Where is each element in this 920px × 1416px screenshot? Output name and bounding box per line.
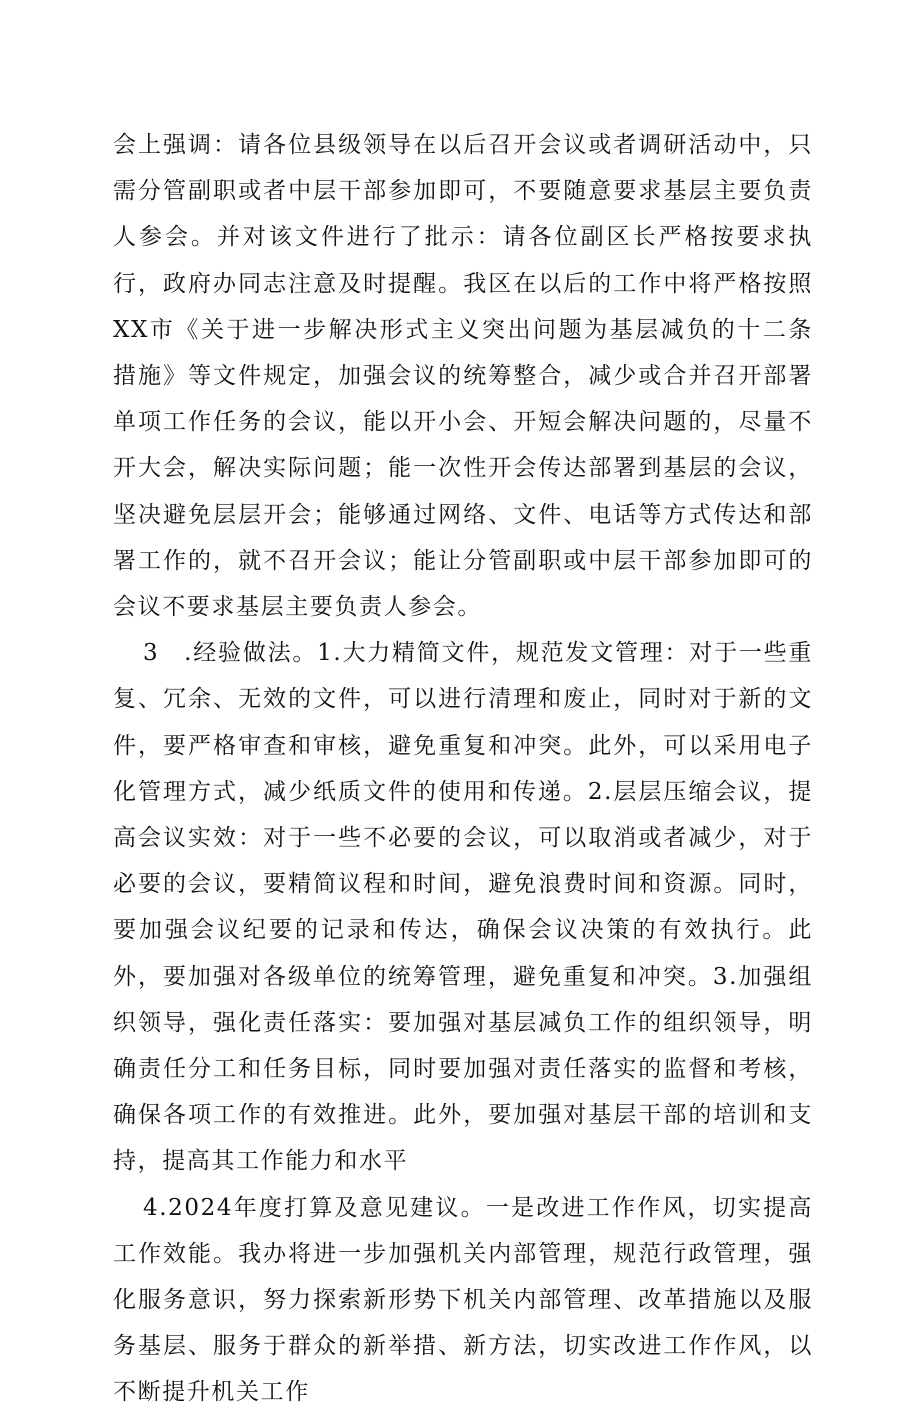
paragraph-experience-practices: 3 .经验做法。1.大力精简文件，规范发文管理：对于一些重复、冗余、无效的文件，可以进行清理和废止，同时对于新的文件，要严格审查和审核，避免重复和冲突。此外，可以采用电子化管理方式，减少纸质文件的使用和传递。2.层层压缩会议，提高会议实效：对于一些不必要的会议，可以取消或者减少，对于必要的会议，要精简议程和时间，避免浪费时间和资源。同时，要加强会议纪要的记录和传达，确保会议决策的有效执行。此外，要加强对各级单位的统筹管理，避免重复和冲突。3.加强组织领导，强化责任落实：要加强对基层减负工作的组织领导，明确责任分工和任务目标，同时要加强对责任落实的监督和考核，确保各项工作的有效推进。此外，要加强对基层干部的培训和支持，提高其工作能力和水平 xyxy=(113,640,813,1175)
document-page xyxy=(113,122,813,1416)
paragraph-2024-plans: 4.2024年度打算及意见建议。一是改进工作作风，切实提高工作效能。我办将进一步加强机关内部管理，规范行政管理，强化服务意识，努力探索新形势下机关内部管理、改革措施以及服务基层、服务于群众的新举措、新方法，切实改进工作作风，以不断提升机关工作 xyxy=(113,1194,813,1406)
paragraph-meeting-reduction: 会上强调：请各位县级领导在以后召开会议或者调研活动中，只需分管副职或者中层干部参加即可，不要随意要求基层主要负责人参会。并对该文件进行了批示：请各位副区长严格按要求执行，政府办同志注意及时提醒。我区在以后的工作中将严格按照XX市《关于进一步解决形式主义突出问题为基层减负的十二条措施》等文件规定，加强会议的统筹整合，减少或合并召开部署单项工作任务的会议，能以开小会、开短会解决问题的，尽量不开大会，解决实际问题；能一次性开会传达部署到基层的会议，坚决避免层层开会；能够通过网络、文件、电话等方式传达和部署工作的，就不召开会议；能让分管副职或中层干部参加即可的会议不要求基层主要负责人参会。 xyxy=(113,132,813,621)
